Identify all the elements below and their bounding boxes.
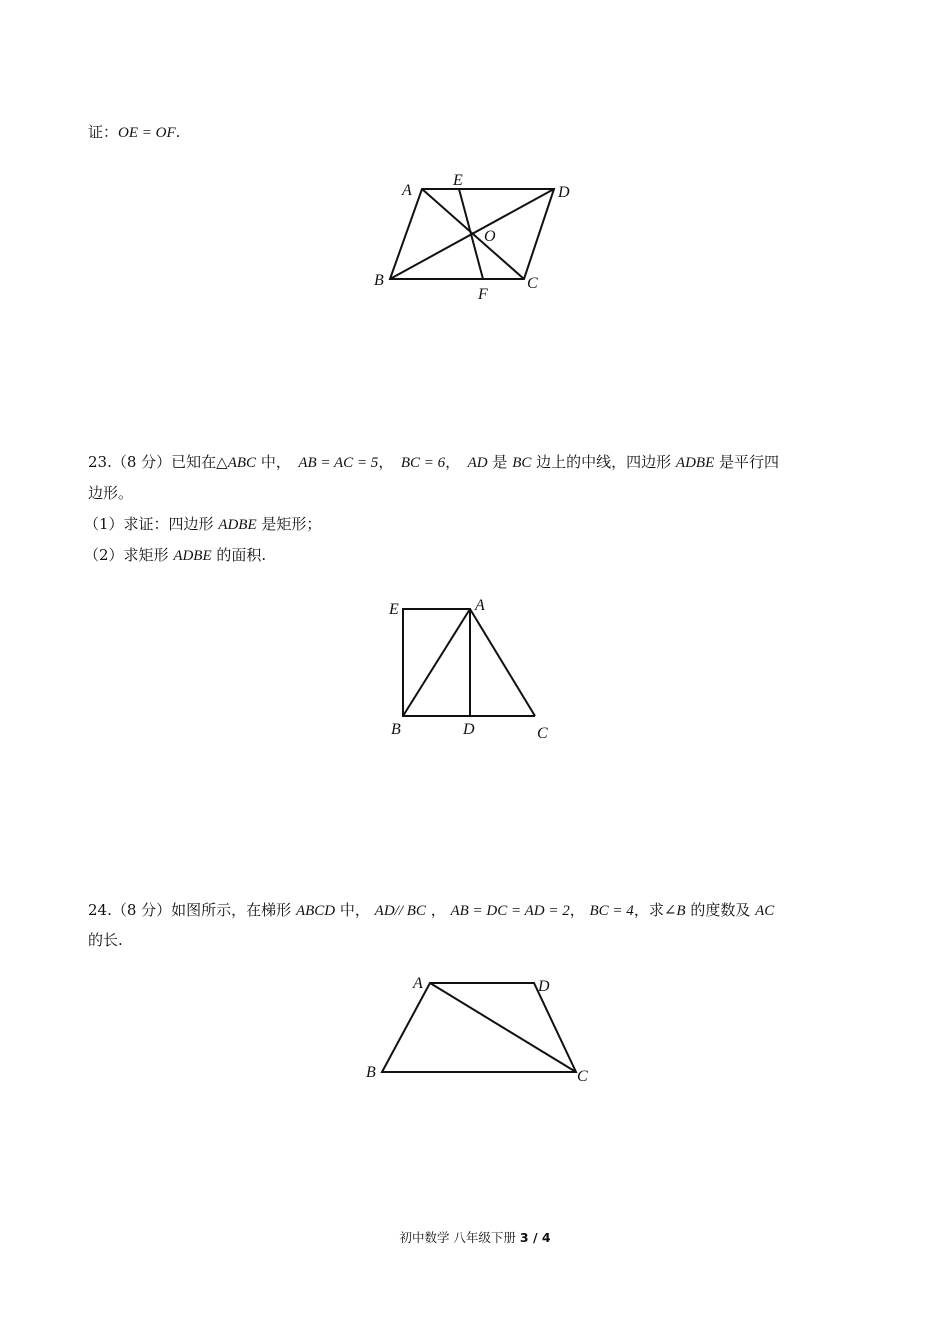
q23-sub2-suffix: 的面积. [211, 546, 267, 564]
q23-label-a: A [475, 597, 485, 614]
q23-text1: 已知在△ [171, 453, 228, 471]
q22-label-f: F [478, 286, 488, 303]
q23-sub1-suffix: 是矩形； [256, 515, 322, 533]
q24-text3: ，求∠ [633, 901, 677, 919]
q22-conclusion [88, 121, 180, 144]
q23-text3: 是 [487, 453, 513, 471]
q24-sep1: ， [425, 901, 451, 919]
q22-label-e: E [453, 172, 463, 189]
q24-label-c: C [577, 1068, 588, 1085]
q22-label-o: O [484, 228, 496, 245]
q23-text5: 是平行四 [714, 453, 780, 471]
q23-math2: BC = 6 [400, 455, 446, 471]
q24-label-a: A [413, 975, 423, 992]
q23-text2: 中， [256, 453, 291, 471]
q24-text4: 的度数及 [685, 901, 756, 919]
q24-score: （8 分） [111, 901, 172, 919]
q22-label-d: D [558, 184, 570, 201]
q24-text1: 如图所示，在梯形 [171, 901, 296, 919]
q23-math3: AD [467, 455, 488, 471]
q23-text4: 边上的中线，四边形 [531, 453, 676, 471]
q22-prefix: 证： [88, 123, 119, 141]
q23-statement-line2: 边形。 [88, 484, 134, 502]
q24-statement-line1 [88, 899, 774, 922]
q22-label-b: B [374, 272, 384, 289]
q23-label-b: B [391, 721, 401, 738]
q24-label-d: D [538, 978, 550, 995]
footer-page-number: 3 / 4 [519, 1230, 551, 1245]
q23-math4: BC [512, 455, 532, 471]
q22-label-a: A [402, 182, 412, 199]
q22-parallelogram-figure [360, 165, 590, 305]
footer-subject: 初中数学 八年级下册 [399, 1230, 520, 1245]
q24-math5: B [676, 903, 686, 919]
page-footer [0, 1228, 950, 1246]
q22-end: . [175, 123, 181, 141]
q23-sub2 [84, 544, 266, 567]
q24-math6: AC [755, 903, 775, 919]
q24-label-b: B [366, 1064, 376, 1081]
q23-sub1 [84, 513, 321, 536]
q23-score: （8 分） [111, 453, 172, 471]
q24-sep2: ， [569, 901, 590, 919]
q23-sub1-math: ADBE [218, 517, 257, 533]
q23-label-c: C [537, 725, 548, 742]
q23-math5: ADBE [675, 455, 715, 471]
q23-sub2-math: ADBE [173, 548, 212, 564]
q23-rectangle-triangle-figure [375, 592, 575, 747]
q24-math3: AB = DC = AD = 2 [450, 903, 570, 919]
q23-sep2: ， [445, 453, 461, 471]
q24-text2: 中， [335, 901, 375, 919]
q23-label-e: E [389, 601, 399, 618]
q24-number: 24. [88, 901, 112, 919]
q23-sep1: ， [378, 453, 394, 471]
q24-statement-line2: 的长. [88, 931, 123, 949]
q24-math2: AD// BC [374, 903, 426, 919]
q23-number: 23. [88, 453, 112, 471]
q23-sub1-prefix: （1）求证：四边形 [84, 515, 219, 533]
q23-statement-line1 [88, 451, 779, 474]
q22-math: OE = OF [118, 125, 176, 141]
q24-math4: BC = 4 [589, 903, 634, 919]
q24-math1: ABCD [295, 903, 336, 919]
q23-sub2-prefix: （2）求矩形 [84, 546, 174, 564]
q23-math1: AB = AC = 5 [298, 455, 379, 471]
q23-label-d: D [463, 721, 475, 738]
q23-triangle-abc: ABC [227, 455, 257, 471]
q22-label-c: C [527, 275, 538, 292]
q24-trapezoid-figure [360, 970, 600, 1090]
